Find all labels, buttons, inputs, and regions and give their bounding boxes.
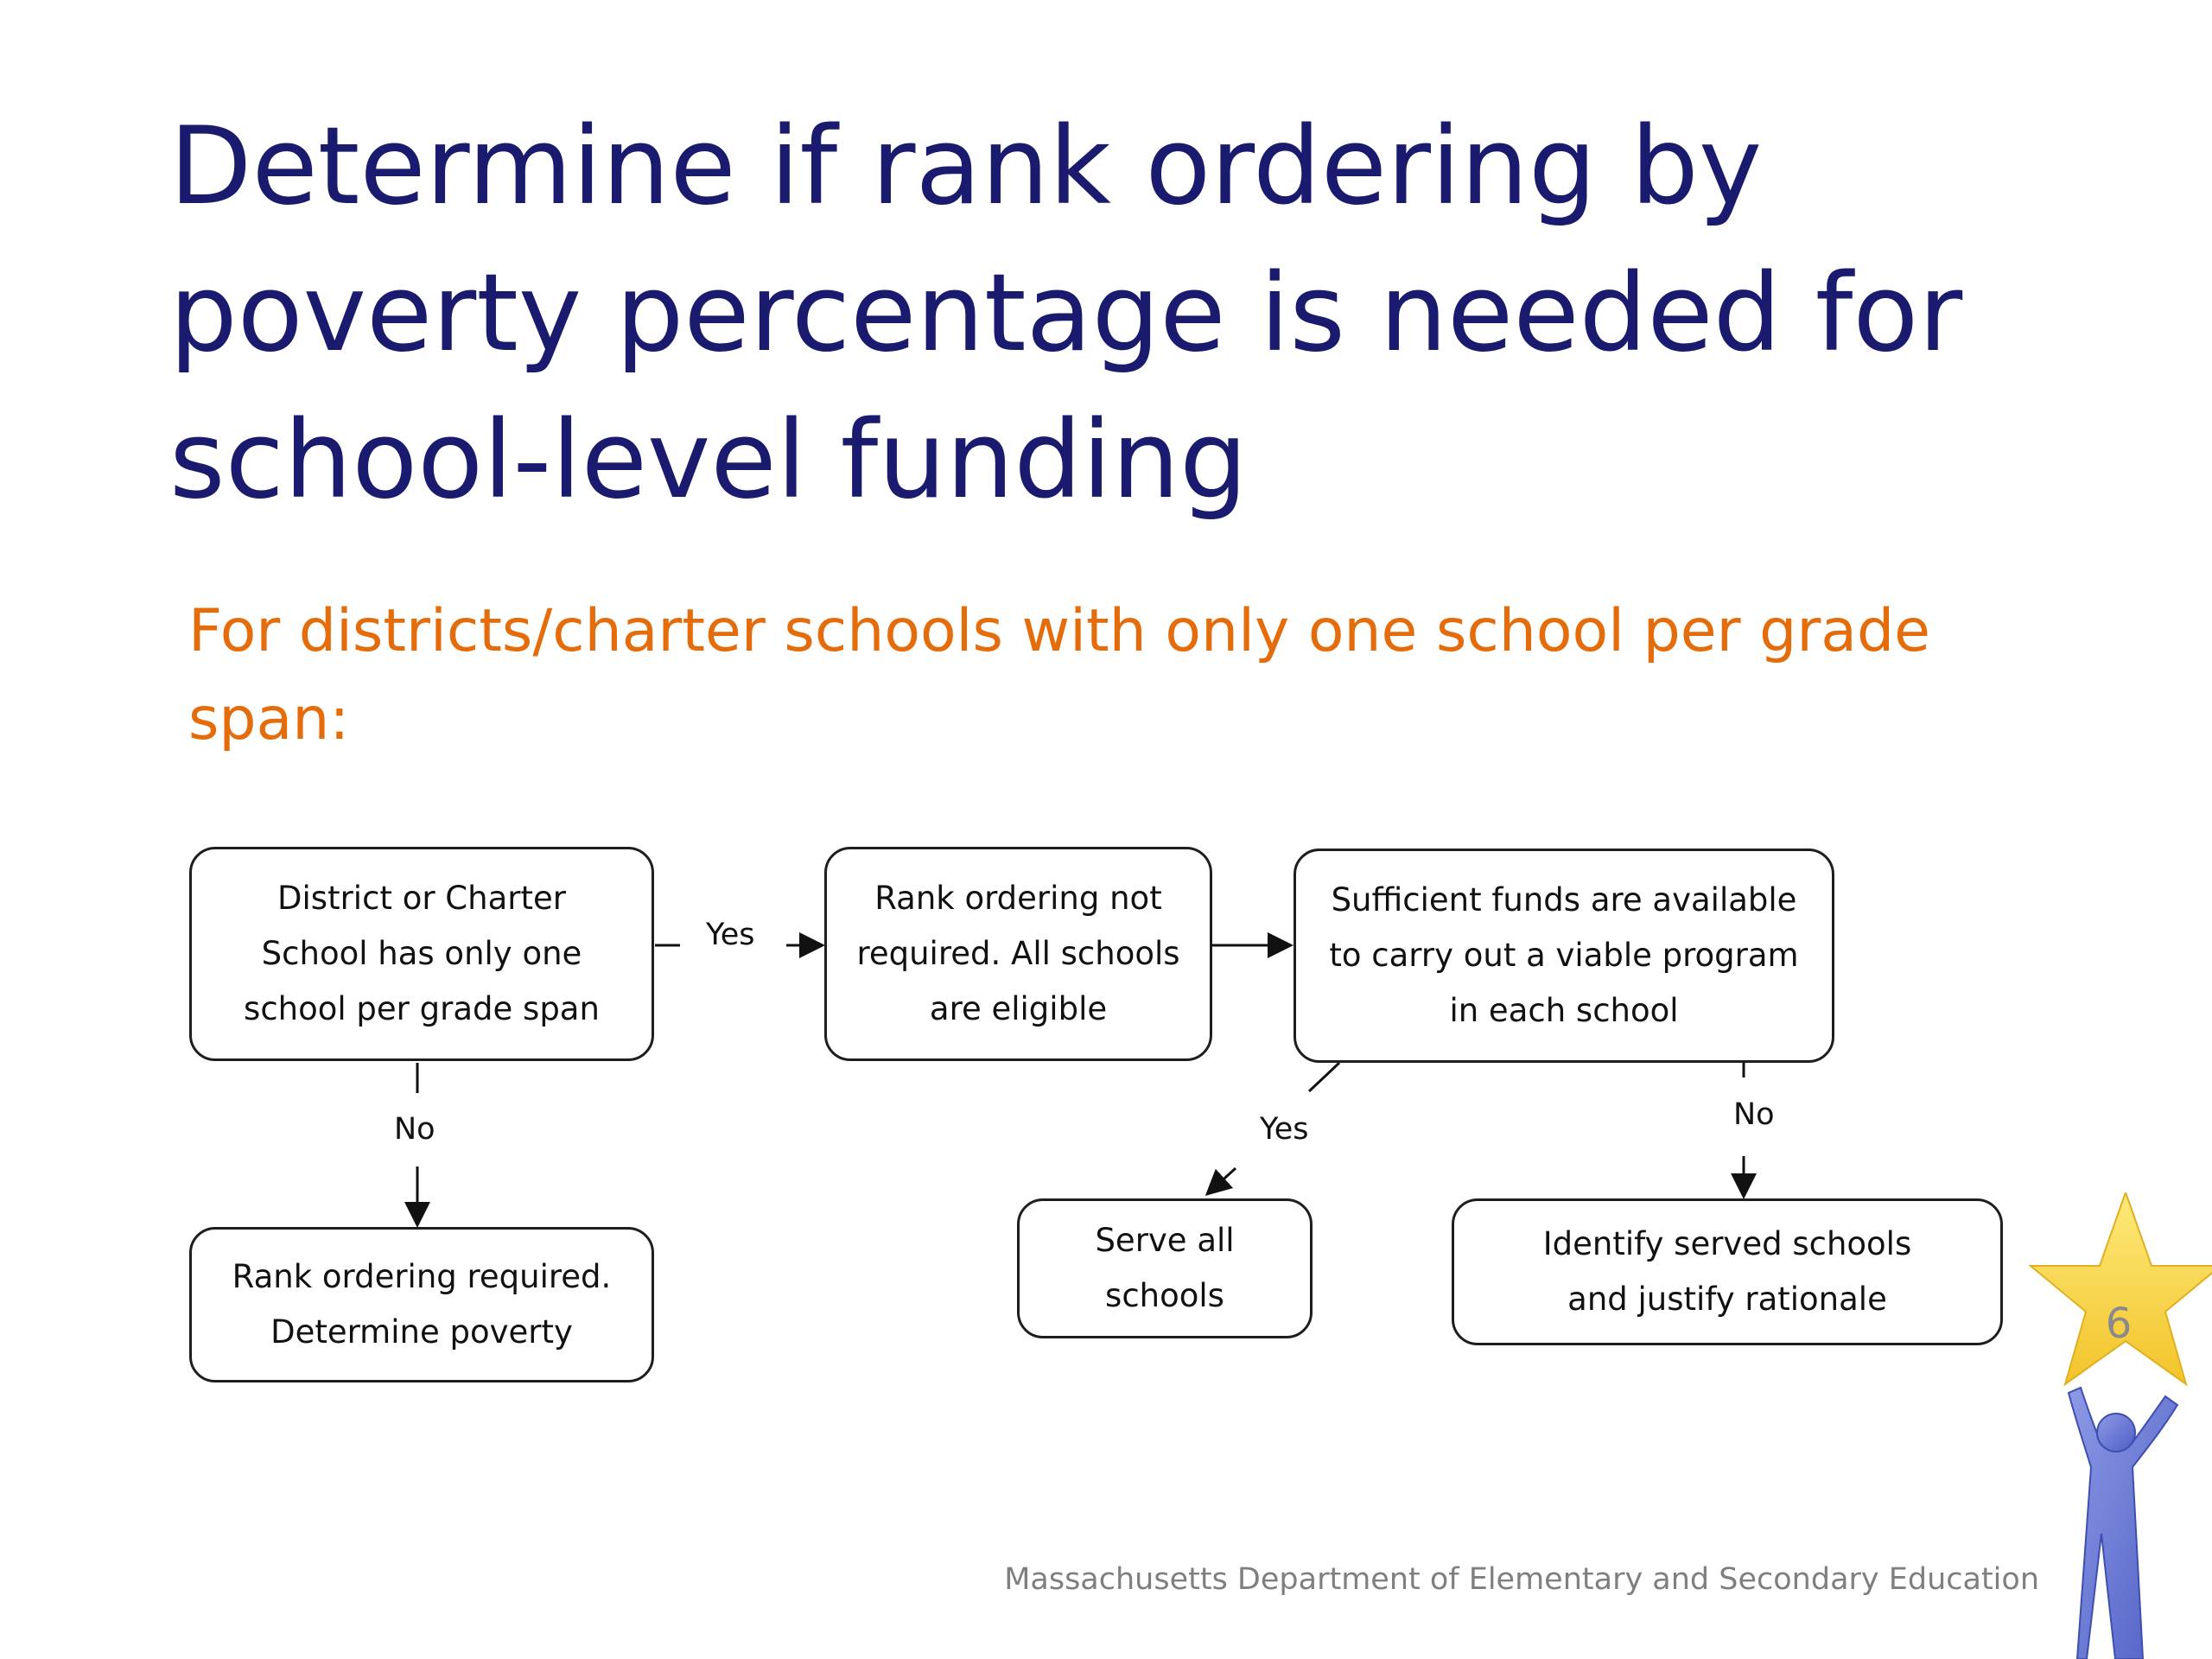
page-title: Determine if rank ordering by poverty percentage is needed for school-level funding xyxy=(169,105,1963,523)
node-sufficient-funds: Sufficient funds are available to carry out a viable program in each school xyxy=(1294,849,1834,1063)
node-rank-not-required: Rank ordering not required. All schools are eligible xyxy=(824,847,1212,1061)
connector-funds-to-yes xyxy=(1309,1063,1339,1091)
edge-label-funds-yes: Yes xyxy=(1260,1112,1309,1147)
edge-label-start-yes: Yes xyxy=(706,918,755,952)
footer-organization: Massachusetts Department of Elementary and Secondary Education xyxy=(1004,1562,2039,1597)
star-held-by-person-icon xyxy=(2005,1192,2212,1659)
node-identify-served: Identify served schools and justify rationale xyxy=(1452,1198,2003,1345)
node-start: District or Charter School has only one school per grade span xyxy=(189,847,654,1061)
node-serve-all: Serve all schools xyxy=(1017,1198,1313,1338)
edge-label-funds-no: No xyxy=(1733,1097,1775,1132)
page-number: 6 xyxy=(2105,1300,2133,1348)
arrow-yes-to-serve-all xyxy=(1207,1168,1236,1194)
page-subtitle: For districts/charter schools with only one school per grade span: xyxy=(188,597,1930,753)
node-rank-required: Rank ordering required. Determine poverty xyxy=(189,1227,654,1382)
edge-label-start-no: No xyxy=(394,1112,435,1147)
